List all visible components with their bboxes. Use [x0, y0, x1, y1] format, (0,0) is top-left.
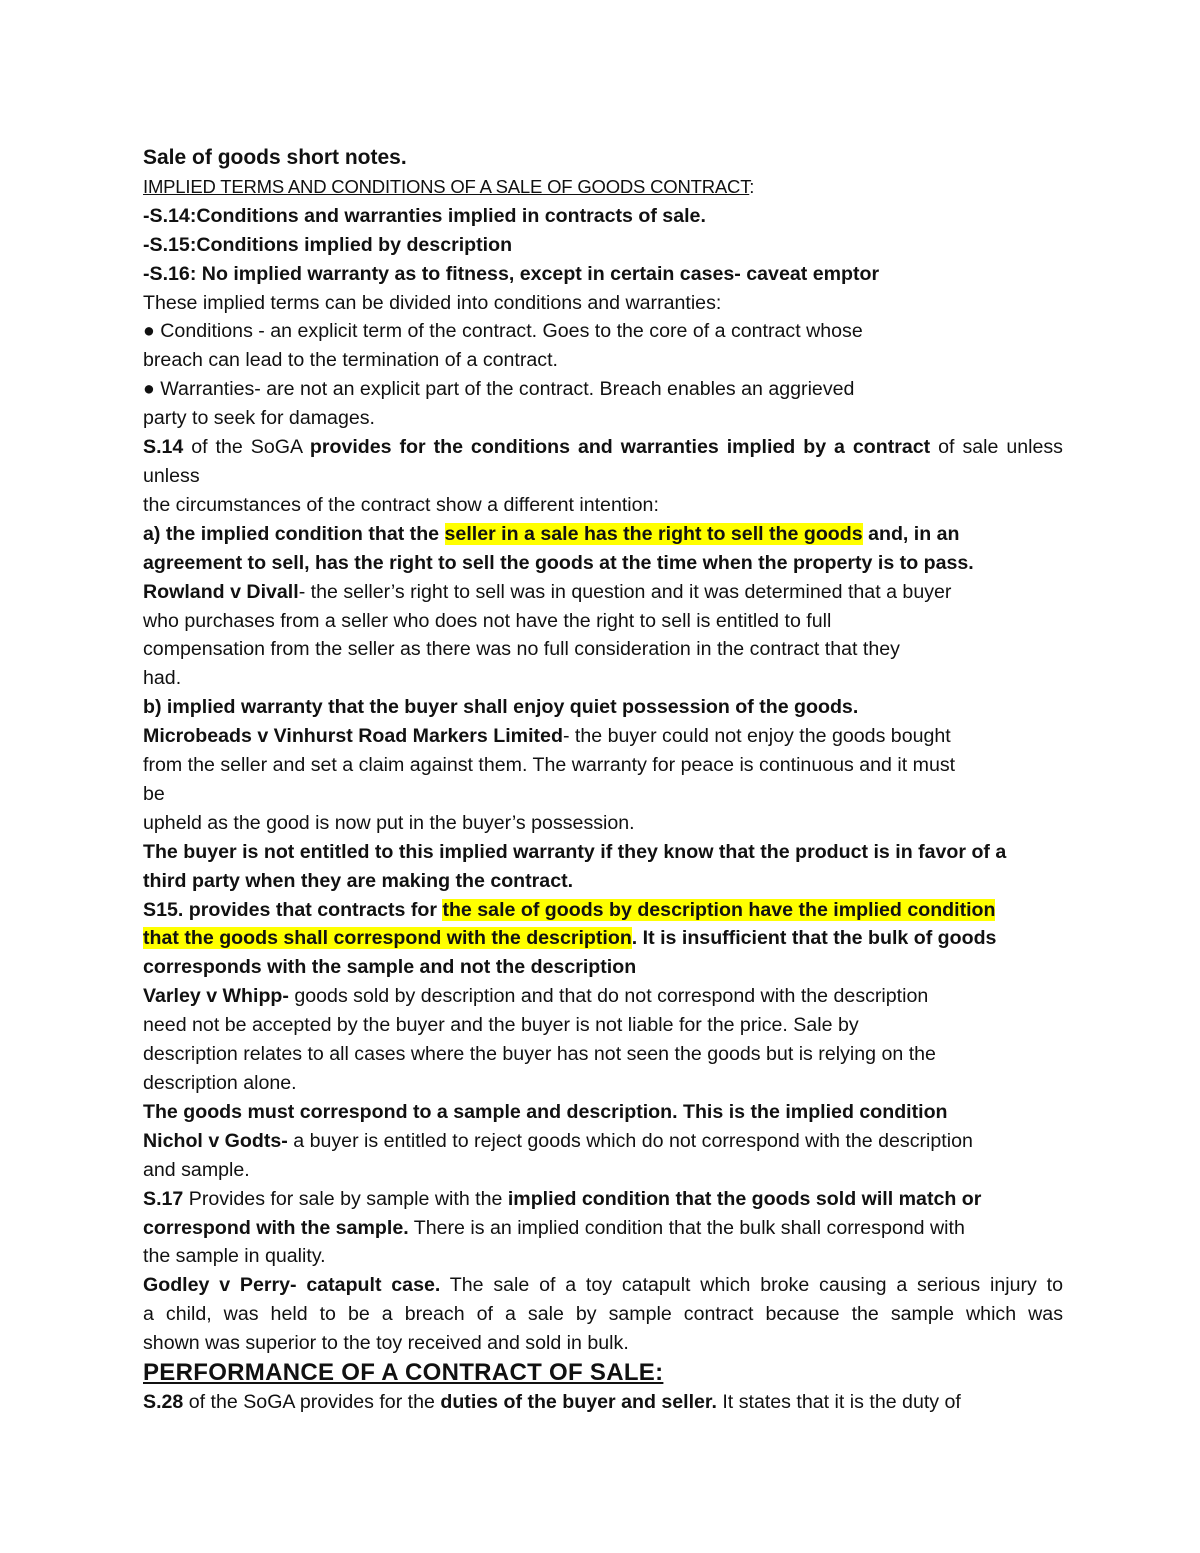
s15-ref: S15. [143, 898, 184, 921]
microbeads-line1 [143, 722, 1063, 751]
not-entitled-line2: third party when they are making the contract. [143, 869, 574, 892]
s15-highlight-2: that the goods shall correspond with the description [143, 927, 632, 950]
varley-text: goods sold by description and that do not correspond with the description [288, 985, 929, 1008]
s14-bold-text: provides for the conditions and warranties implied by a contract [309, 436, 931, 459]
s14-paragraph-line2: the circumstances of the contract show a different intention: [143, 493, 659, 516]
s28-text-end: It states that it is the duty of [716, 1391, 961, 1414]
s17-ref: S.17 [143, 1187, 184, 1210]
s14-paragraph-line1 [143, 433, 1063, 462]
bullet-warranties-line2: party to seek for damages. [143, 407, 375, 430]
item-a-line1 [143, 520, 1063, 549]
microbeads-line3: be [143, 782, 165, 805]
godley-case-name: Godley v Perry- catapult case. [143, 1274, 441, 1297]
bullet-conditions-line2: breach can lead to the termination of a contract. [143, 349, 558, 372]
nichol-text: a buyer is entitled to reject goods which do not correspond with the description [287, 1129, 973, 1152]
microbeads-case-name: Microbeads v Vinhurst Road Markers Limited [143, 725, 563, 748]
document-page [143, 144, 1063, 1417]
microbeads-text: - the buyer could not enjoy the goods bought [562, 725, 951, 748]
rowland-line3: compensation from the seller as there was no full consideration in the contract that they [143, 638, 900, 661]
nichol-line2: and sample. [143, 1158, 250, 1181]
s17-line3: the sample in quality. [143, 1245, 326, 1268]
s17-bold-2: correspond with the sample. [143, 1216, 409, 1239]
rowland-text: - the seller’s right to sell was in question and it was determined that a buyer [298, 580, 952, 603]
section-15-item: -S.15:Conditions implied by description [143, 233, 513, 256]
s15-line3: corresponds with the sample and not the description [143, 956, 637, 979]
s28-ref: S.28 [143, 1391, 184, 1414]
nichol-case-name: Nichol v Godts- [143, 1129, 288, 1152]
s28-line1 [143, 1388, 1063, 1417]
section-14-item: -S.14:Conditions and warranties implied in contracts of sale. [143, 204, 706, 227]
varley-line4: description alone. [143, 1072, 297, 1094]
s28-bold: duties of the buyer and seller. [440, 1391, 717, 1414]
s14-ref: S.14 [143, 436, 184, 459]
item-a-pre: a) the implied condition that the [143, 522, 445, 545]
varley-case-name: Varley v Whipp- [143, 985, 289, 1008]
nichol-line1 [143, 1127, 1063, 1156]
godley-line2: a child, was held to be a breach of a sale by sample contract because the sample which was [143, 1303, 1063, 1326]
godley-line3: shown was superior to the toy received and sold in bulk. [143, 1332, 629, 1355]
section-heading-implied-terms [143, 173, 1063, 202]
s15-line2 [143, 924, 1063, 953]
section-heading-text: IMPLIED TERMS AND CONDITIONS OF A SALE OF GOODS CONTRACT [143, 175, 750, 197]
microbeads-line2: from the seller and set a claim against them. The warranty for peace is continuous and it must [143, 754, 956, 777]
varley-line2: need not be accepted by the buyer and the buyer is not liable for the price. Sale by [143, 1014, 859, 1037]
s14-text-end: of sale unless [930, 436, 1063, 459]
s17-text-end: There is an implied condition that the bulk shall correspond with [408, 1216, 965, 1239]
rowland-line1 [143, 578, 1063, 607]
item-b: b) implied warranty that the buyer shall enjoy quiet possession of the goods. [143, 696, 859, 719]
rowland-case-name: Rowland v Divall [143, 580, 299, 603]
bullet-conditions-line1: ● Conditions - an explicit term of the contract. Goes to the core of a contract whose [143, 320, 863, 343]
godley-line1 [143, 1271, 1063, 1300]
s28-text: of the SoGA provides for the [183, 1391, 441, 1414]
must-correspond: The goods must correspond to a sample and description. This is the implied condition [143, 1100, 948, 1123]
bullet-warranties-line1: ● Warranties- are not an explicit part of the contract. Breach enables an aggrieved [143, 378, 855, 401]
rowland-line2: who purchases from a seller who does not have the right to sell is entitled to full [143, 609, 832, 632]
varley-line3: description relates to all cases where the buyer has not seen the goods but is relying on the [143, 1043, 936, 1066]
section-16-item: -S.16: No implied warranty as to fitness, except in certain cases- caveat emptor [143, 262, 880, 285]
varley-line1 [143, 982, 1063, 1011]
s17-line2 [143, 1214, 1063, 1243]
item-a-post: and, in an [862, 522, 960, 545]
item-a-line2: agreement to sell, has the right to sell the goods at the time when the property is to pass. [143, 551, 974, 574]
implied-terms-intro: These implied terms can be divided into conditions and warranties: [143, 291, 722, 314]
microbeads-line4: upheld as the good is now put in the buyer’s possession. [143, 811, 635, 834]
s17-line1 [143, 1185, 1063, 1214]
unless-line: unless [143, 464, 200, 487]
s15-line1 [143, 896, 1063, 925]
s15-highlight-1: the sale of goods by description have the implied condition [442, 898, 996, 921]
godley-text: The sale of a toy catapult which broke causing a serious injury to [440, 1274, 1063, 1297]
rowland-line4: had. [143, 667, 182, 690]
not-entitled-line1: The buyer is not entitled to this implied warranty if they know that the product is in favor of a [143, 840, 1007, 863]
section-heading-colon: : [749, 175, 755, 197]
section-heading-performance: PERFORMANCE OF A CONTRACT OF SALE: [143, 1359, 664, 1387]
s15-text: provides that contracts for [183, 898, 443, 921]
s17-bold-1: implied condition that the goods sold will match or [507, 1187, 982, 1210]
item-a-highlight: seller in a sale has the right to sell the goods [444, 522, 863, 545]
s17-text: Provides for sale by sample with the [183, 1187, 508, 1210]
s14-text: of the SoGA [183, 436, 310, 459]
s15-text-end: . It is insufficient that the bulk of goods [631, 927, 997, 950]
document-title: Sale of goods short notes. [143, 146, 407, 169]
